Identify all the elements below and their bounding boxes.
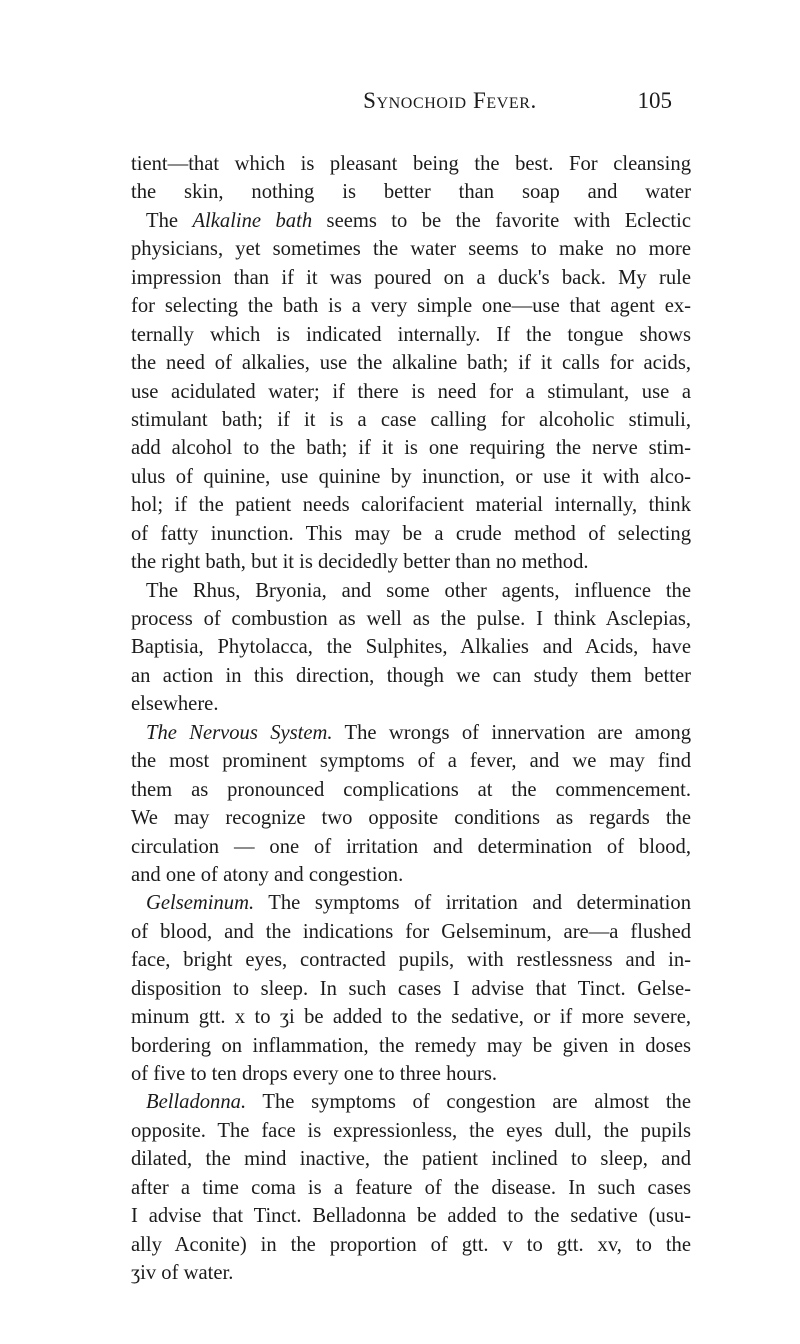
text-line bbox=[131, 719, 691, 747]
line-text: The symptoms of congestion are almost the bbox=[246, 1091, 691, 1114]
line-text: ulus of quinine, use quinine by inunction, or use it with alco- bbox=[131, 465, 691, 488]
line-text: ʒiv of water. bbox=[131, 1262, 234, 1285]
line-text: seems to be the favorite with Eclectic bbox=[312, 209, 691, 232]
text-line bbox=[131, 1003, 691, 1031]
text-line bbox=[131, 207, 691, 235]
line-text: the right bath, but it is decidedly better than no method. bbox=[131, 551, 589, 574]
text-line bbox=[131, 1231, 691, 1259]
line-text: the most prominent symptoms of a fever, and we may find bbox=[131, 750, 691, 773]
line-text: physicians, yet sometimes the water seems to make no more bbox=[131, 238, 691, 261]
line-text: of five to ten drops every one to three hours. bbox=[131, 1063, 498, 1085]
text-line bbox=[131, 548, 691, 576]
text-line bbox=[131, 406, 691, 434]
text-line bbox=[131, 1259, 691, 1287]
text-line bbox=[131, 434, 691, 462]
line-text: ally Aconite) in the proportion of gtt. v to gtt. xv, to the bbox=[131, 1233, 691, 1256]
line-text: of fatty inunction. This may be a crude method of selecting bbox=[131, 522, 691, 545]
text-line bbox=[131, 776, 691, 804]
text-line bbox=[131, 577, 691, 605]
text-line bbox=[131, 804, 691, 832]
line-text: dilated, the mind inactive, the patient inclined to sleep, and bbox=[131, 1148, 691, 1171]
text-line bbox=[131, 264, 691, 292]
text-line bbox=[131, 520, 691, 548]
text-line bbox=[131, 150, 691, 178]
text-line bbox=[131, 633, 691, 661]
line-text: the need of alkalies, use the alkaline bath; if it calls for acids, bbox=[131, 352, 691, 375]
text-line bbox=[131, 349, 691, 377]
line-text: The wrongs of innervation are among bbox=[332, 721, 691, 744]
line-text: minum gtt. x to ʒi be added to the sedative, or if more severe, bbox=[131, 1006, 691, 1029]
text-line bbox=[131, 1174, 691, 1202]
text-line bbox=[131, 491, 691, 519]
line-text: face, bright eyes, contracted pupils, with restlessness and in- bbox=[131, 949, 691, 972]
text-line bbox=[131, 292, 691, 320]
text-line bbox=[131, 946, 691, 974]
line-text: and one of atony and congestion. bbox=[131, 863, 404, 886]
line-text: after a time coma is a feature of the disease. In such cases bbox=[131, 1176, 691, 1199]
text-line bbox=[131, 235, 691, 263]
body-text bbox=[131, 150, 691, 1288]
line-text: I advise that Tinct. Belladonna be added to the sedative (usu- bbox=[131, 1205, 691, 1228]
line-text: them as pronounced complications at the commencement. bbox=[131, 778, 691, 801]
page-number: 105 bbox=[637, 88, 672, 113]
line-text: ternally which is indicated internally. If the tongue shows bbox=[131, 323, 691, 346]
italic-heading: Alkaline bath bbox=[192, 209, 313, 232]
text-line bbox=[131, 605, 691, 633]
italic-heading: The Nervous System. bbox=[146, 721, 333, 744]
text-line bbox=[131, 378, 691, 406]
line-text: circulation — one of irritation and determination of blood, bbox=[131, 835, 691, 858]
text-line bbox=[131, 889, 691, 917]
line-text: hol; if the patient needs calorifacient material internally, think bbox=[131, 494, 691, 517]
line-text: use acidulated water; if there is need for a stimulant, use a bbox=[131, 380, 691, 403]
line-text: an action in this direction, though we can study them better bbox=[131, 664, 691, 687]
line-text: for selecting the bath is a very simple one—use that agent ex- bbox=[131, 295, 691, 318]
text-line bbox=[131, 690, 691, 718]
text-line bbox=[131, 1060, 691, 1088]
text-line bbox=[131, 918, 691, 946]
text-line bbox=[131, 1117, 691, 1145]
line-text: The symptoms of irritation and determination bbox=[254, 892, 691, 915]
text-line bbox=[131, 1088, 691, 1116]
text-line bbox=[131, 747, 691, 775]
line-text: elsewhere. bbox=[131, 693, 219, 716]
text-line bbox=[131, 975, 691, 1003]
text-line bbox=[131, 321, 691, 349]
line-text: We may recognize two opposite conditions as regards the bbox=[131, 807, 691, 830]
text-line bbox=[131, 1202, 691, 1230]
line-text: opposite. The face is expressionless, the eyes dull, the pupils bbox=[131, 1119, 691, 1142]
text-line bbox=[131, 662, 691, 690]
line-text: Baptisia, Phytolacca, the Sulphites, Alkalies and Acids, have bbox=[131, 636, 691, 659]
text-line bbox=[131, 861, 691, 889]
italic-heading: Belladonna. bbox=[146, 1091, 247, 1114]
italic-heading: Gelseminum. bbox=[146, 892, 255, 915]
line-text: disposition to sleep. In such cases I advise that Tinct. Gelse- bbox=[131, 977, 691, 1000]
line-text: of blood, and the indications for Gelseminum, are—a flushed bbox=[131, 920, 691, 943]
line-text: tient—that which is pleasant being the best. For cleansing bbox=[131, 153, 691, 175]
line-text: add alcohol to the bath; if it is one requiring the nerve stim- bbox=[131, 437, 691, 460]
text-line bbox=[131, 1145, 691, 1173]
line-text: The Rhus, Bryonia, and some other agents, influence the bbox=[146, 579, 691, 602]
line-text-lead: The bbox=[146, 209, 193, 232]
line-text: the skin, nothing is better than soap and water bbox=[131, 181, 691, 204]
running-title: Synochoid Fever. bbox=[363, 88, 537, 113]
line-text: bordering on inflammation, the remedy may be given in doses bbox=[131, 1034, 691, 1057]
line-text: stimulant bath; if it is a case calling for alcoholic stimuli, bbox=[131, 408, 691, 431]
text-line bbox=[131, 463, 691, 491]
text-line bbox=[131, 1032, 691, 1060]
text-line bbox=[131, 178, 691, 206]
line-text: impression than if it was poured on a duck's back. My rule bbox=[131, 266, 691, 289]
text-line bbox=[131, 833, 691, 861]
line-text: process of combustion as well as the pulse. I think Asclepias, bbox=[131, 608, 691, 630]
